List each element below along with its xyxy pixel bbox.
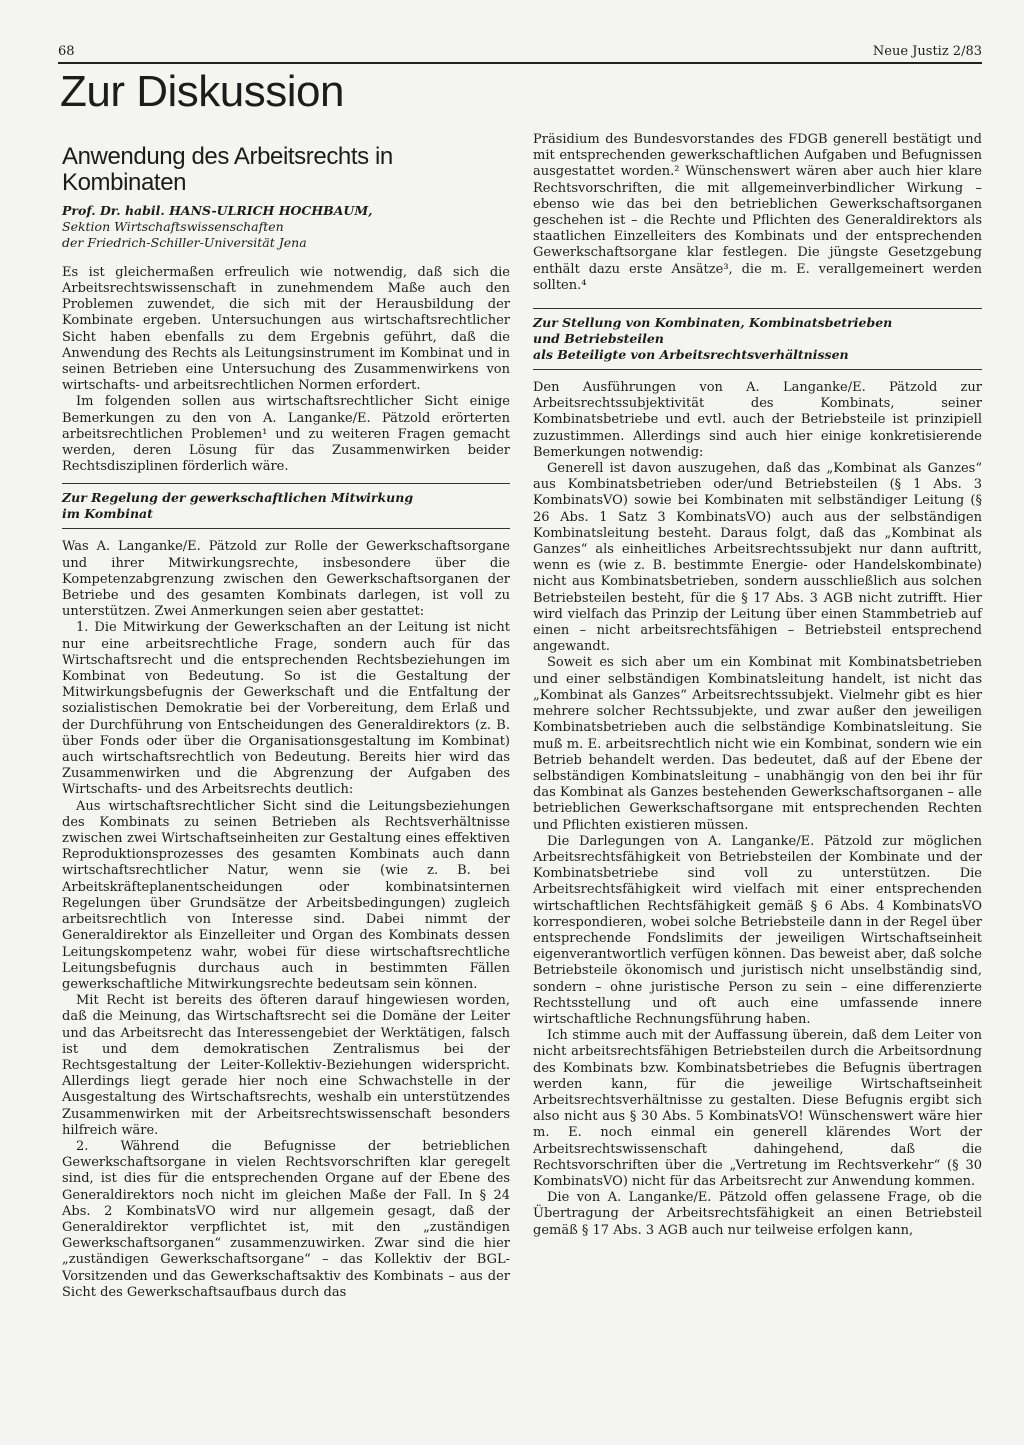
subheading-line: und Betriebsteilen bbox=[533, 331, 664, 347]
left-column bbox=[62, 132, 510, 1301]
body-paragraph: Ich stimme auch mit der Auffassung überein, daß dem Leiter von nicht arbeitsrechtsfähigen Betriebsteilen durch die Arbeitsordnung des Kombinats bzw. Kombinatsbetriebes die Befugnis übertragen werden kann, für die jeweilige Wirtschaftseinheit Arbeitsrechtsverhältnisse zu gestalten. Diese Befugnis ergibt sich also nicht aus § 30 Abs. 5 KombinatsVO! Wünschenswert wäre hier m. E. noch einmal ein generell klärendes Wort der Arbeitsrechtswissenschaft dahingehend, daß die Rechtsvorschriften über die „Vertretung im Rechtsverkehr“ (§ 30 KombinatsVO) nicht für das Arbeitsrecht zur Anwendung kommen. bbox=[533, 1028, 982, 1189]
body-paragraph: Den Ausführungen von A. Langanke/E. Pätzold zur Arbeitsrechtssubjektivität des Kombinats, seiner Kombinatsbetriebe und evtl. auch der Betriebsteile ist prinzipiell zuzustimmen. Allerdings sind auch hier einige konkretisierende Bemerkungen notwendig: bbox=[533, 380, 982, 460]
subheading-stellung-kombinate bbox=[533, 308, 982, 370]
article-title: Anwendung des Arbeitsrechts in Kombinaten bbox=[62, 143, 393, 197]
body-paragraph: Präsidium des Bundesvorstandes des FDGB generell bestätigt und mit entsprechenden gewerkschaftlichen Aufgaben und Befugnissen ausgestattet worden.² Wünschenswert wären aber auch hier klare Rechtsvorschriften, die mit allgemeinverbindlicher Wirkung – ebenso wie das bei den betrieblichen Gewerkschaftsorganen geschehen ist – die Rechte und Pflichten des Generaldirektors als staatlichen Einzelleiters des Kombinats und der entsprechenden Gewerkschaftsorgane klar festlegen. Die jüngste Gesetzgebung enthält dazu erste Ansätze³, die m. E. verallgemeinert werden sollten.⁴ bbox=[533, 132, 982, 293]
subheading-line: im Kombinat bbox=[62, 506, 153, 522]
body-paragraph: Was A. Langanke/E. Pätzold zur Rolle der Gewerkschaftsorgane und ihrer Mitwirkungsrechte, insbesondere über die Kompetenzabgrenzung zwischen den Gewerkschaftsorganen der Betriebe und des gesamten Kombinats darlegen, ist voll zu unterstützen. Zwei Anmerkungen seien aber gestattet: bbox=[62, 539, 510, 620]
body-paragraph: Die von A. Langanke/E. Pätzold offen gelassene Frage, ob die Übertragung der Arbeitsrechtsfähigkeit an einen Betriebsteil gemäß § 17 Abs. 3 AGB auch nur teilweise erfolgen kann, bbox=[533, 1190, 982, 1238]
body-paragraph: 1. Die Mitwirkung der Gewerkschaften an der Leitung ist nicht nur eine arbeitsrechtliche Frage, sondern auch für das Wirtschaftsrecht und die entsprechenden Rechtsbeziehungen im Kombinat von Bedeutung. So ist die Gestaltung der Mitwirkungsbefugnis der Gewerkschaft und die Entfaltung der sozialistischen Demokratie bei der Vorbereitung, dem Erlaß und der Durchführung von Entscheidungen des Generaldirektors (z. B. über Fonds oder über die Organisationsgestaltung im Kombinat) auch wirtschaftsrechtlich von Bedeutung. Bereits hier wird das Zusammenwirken und die Abgrenzung der Aufgaben des Wirtschafts- und des Arbeitsrechts deutlich: bbox=[62, 620, 510, 798]
body-paragraph: Die Darlegungen von A. Langanke/E. Pätzold zur möglichen Arbeitsrechtsfähigkeit von Betriebsteilen der Kombinate und der Kombinatsbetriebe sind voll zu unterstützen. Die Arbeitsrechtsfähigkeit wird vielfach mit einer entsprechenden wirtschaftlichen Rechtsfähigkeit gemäß § 6 Abs. 4 KombinatsVO korrespondieren, wobei solche Betriebsteile dann in der Regel über entsprechende Fondslimits der jeweiligen Wirtschaftseinheit eigenverantwortlich verfügen können. Das beweist aber, daß solche Betriebsteile ökonomisch und juristisch nicht unselbständig sind, sondern – ohne juristische Person zu sein – eine differenzierte Rechtsstellung und oft auch eine umfassende innere wirtschaftliche Rechnungsführung haben. bbox=[533, 833, 982, 1027]
author-affiliation-1: Sektion Wirtschaftswissenschaften bbox=[62, 218, 284, 234]
page-number: 68 bbox=[58, 44, 75, 59]
subheading-gewerkschaftliche-mitwirkung bbox=[62, 483, 510, 529]
author-block bbox=[62, 203, 510, 251]
header-rule bbox=[58, 62, 982, 64]
right-column bbox=[533, 132, 982, 1239]
section-title: Zur Diskussion bbox=[60, 67, 344, 116]
author-affiliation-2: der Friedrich-Schiller-Universität Jena bbox=[62, 234, 307, 250]
subheading-line: Zur Regelung der gewerkschaftlichen Mitwirkung bbox=[62, 490, 414, 506]
intro-paragraph: Im folgenden sollen aus wirtschaftsrechtlicher Sicht einige Bemerkungen zu den von A. Langanke/E. Pätzold erörterten arbeitsrechtlichen Problemen¹ und zu weiteren Fragen gemacht werden, deren Lösung für das Zusammenwirken beider Rechtsdisziplinen förderlich wäre. bbox=[62, 394, 510, 475]
author-name: Prof. Dr. habil. HANS-ULRICH HOCHBAUM, bbox=[62, 202, 373, 218]
subheading-line: Zur Stellung von Kombinaten, Kombinatsbetrieben bbox=[533, 315, 893, 331]
journal-issue: Neue Justiz 2/83 bbox=[872, 44, 982, 59]
body-paragraph: 2. Während die Befugnisse der betrieblichen Gewerkschaftsorgane in vielen Rechtsvorschriften klar geregelt sind, ist dies für die entsprechenden Organe auf der Ebene des Generaldirektors noch nicht im gleichen Maße der Fall. In § 24 Abs. 2 KombinatsVO wird nur allgemein gesagt, daß der Generaldirektor verpflichtet ist, mit den „zuständigen Gewerkschaftsorganen“ zusammenzuwirken. Zwar sind die hier „zuständigen Gewerkschaftsorgane“ – das Kollektiv der BGL-Vorsitzenden und das Gewerkschaftsaktiv des Kombinats – aus der Sicht des Gewerkschaftsaufbaus durch das bbox=[62, 1138, 510, 1300]
body-paragraph: Generell ist davon auszugehen, daß das „Kombinat als Ganzes“ aus Kombinatsbetrieben oder/und Betriebsteilen (§ 1 Abs. 3 KombinatsVO) sowie bei Kombinaten mit selbständiger Leitung (§ 26 Abs. 1 Satz 3 KombinatsVO) auch aus der selbständigen Kombinatsleitung besteht. Daraus folgt, daß das „Kombinat als Ganzes“ als einheitliches Arbeitsrechtssubjekt nur dann auftritt, wenn es (wie z. B. bestimmte Energie- oder Handelskombinate) nicht aus Kombinatsbetrieben, sondern ausschließlich aus solchen Betriebsteilen besteht, für die § 17 Abs. 3 AGB nicht zutrifft. Hier wird vielfach das Prinzip der Leitung über einen Stammbetrieb auf einen – nicht arbeitsrechtsfähigen – Betriebsteil entsprechend angewandt. bbox=[533, 461, 982, 655]
subheading-line: als Beteiligte von Arbeitsrechtsverhältnissen bbox=[533, 347, 849, 363]
page-header bbox=[58, 44, 982, 64]
body-paragraph: Aus wirtschaftsrechtlicher Sicht sind die Leitungsbeziehungen des Kombinats zu seinen Betrieben als Rechtsverhältnisse zwischen zwei Wirtschaftseinheiten zur Gestaltung eines effektiven Reproduktionsprozesses des gesamten Kombinats auch dann wirtschaftsrechtlicher Natur, wenn sie (wie z. B. bei Arbeitskräfteplanentscheidungen oder kombinatsinternen Regelungen über Grundsätze der Arbeitsbedingungen) zugleich arbeitsrechtlich von Interesse sind. Dabei nimmt der Generaldirektor als Einzelleiter und Organ des Kombinats dessen Leitungskompetenz wahr, wobei für diese wirtschaftsrechtliche Leitungsbefugnis durchaus auch in bestimmten Fällen gewerkschaftliche Mitwirkungsrechte bedeutsam sein können. bbox=[62, 798, 510, 992]
intro-paragraph: Es ist gleichermaßen erfreulich wie notwendig, daß sich die Arbeitsrechtswissenschaft in zunehmendem Maße auch den Problemen zuwendet, die sich mit der Herausbildung der Kombinate ergeben. Untersuchungen aus wirtschaftsrechtlicher Sicht haben ebenfalls zu dem Ergebnis geführt, daß die Anwendung des Rechts als Leitungsinstrument im Kombinat und in seinen Betrieben eine Untersuchung des Zusammenwirkens von wirtschafts- und arbeitsrechtlichen Normen erfordert. bbox=[62, 264, 510, 394]
body-paragraph: Soweit es sich aber um ein Kombinat mit Kombinatsbetrieben und einer selbständigen Kombinatsleitung handelt, ist nicht das „Kombinat als Ganzes“ Arbeitsrechtssubjekt. Vielmehr gibt es hier mehrere solcher Rechtssubjekte, und zwar außer den jeweiligen Kombinatsbetrieben auch die selbständige Kombinatsleitung. Sie muß m. E. arbeitsrechtlich nicht wie ein Kombinat, sondern wie ein Betrieb behandelt werden. Das bedeutet, daß auf der Ebene der selbständigen Kombinatsleitung – unabhängig von den bei ihr für das Kombinat als Ganzes bestehenden Gewerkschaftsorganen – alle betrieblichen Gewerkschaftsorgane mit entsprechenden Rechten und Pflichten existieren müssen. bbox=[533, 655, 982, 833]
body-paragraph: Mit Recht ist bereits des öfteren darauf hingewiesen worden, daß die Meinung, das Wirtschaftsrecht sei die Domäne der Leiter und das Arbeitsrecht das Interessengebiet der Werktätigen, falsch ist und dem demokratischen Zentralismus bei der Rechtsgestaltung der Leiter-Kollektiv-Beziehungen widerspricht. Allerdings liegt gerade hier noch eine Schwachstelle in der Ausgestaltung des Wirtschaftsrechts, weshalb ein unterstützendes Zusammenwirken mit der Arbeitsrechtswissenschaft besonders hilfreich wäre. bbox=[62, 993, 510, 1138]
